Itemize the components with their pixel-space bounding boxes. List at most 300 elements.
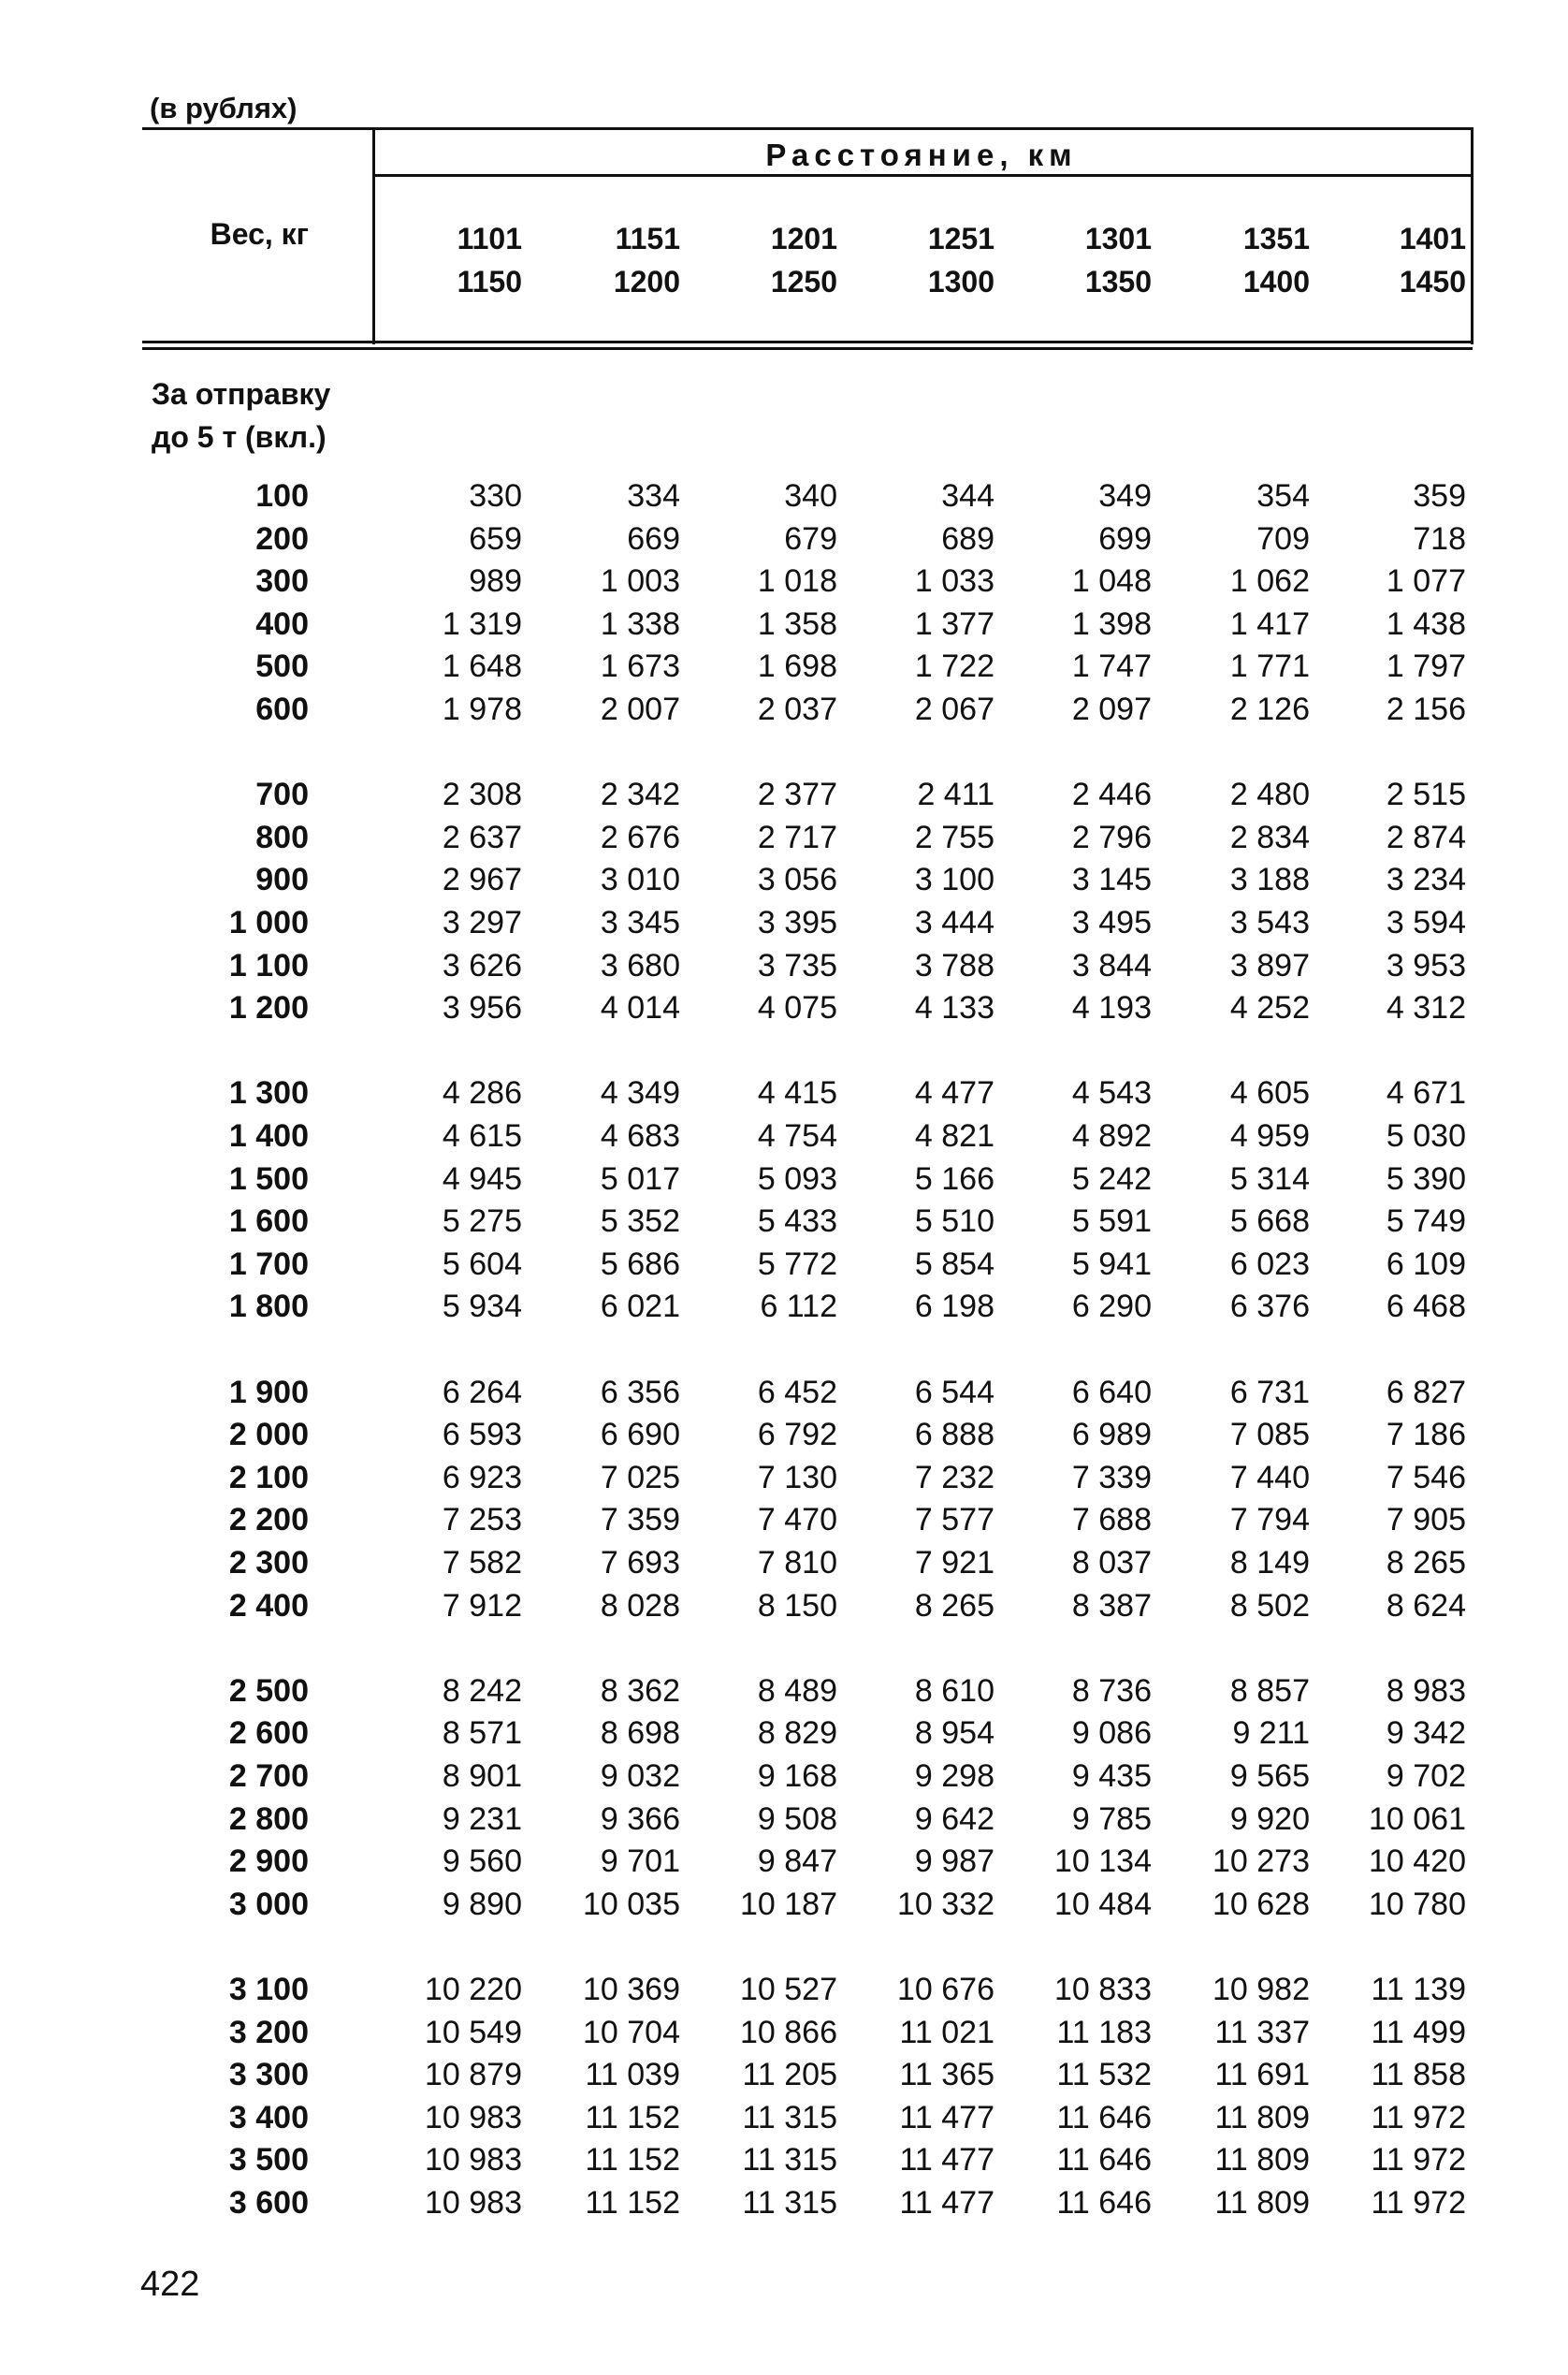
tariff-cell: 340 [784,478,837,514]
distance-column-header [530,217,680,303]
tariff-cell: 2 717 [757,820,837,855]
tariff-cell: 330 [469,478,522,514]
tariff-cell: 6 640 [1071,1375,1152,1410]
weight-cell: 500 [255,648,309,684]
tariff-cell: 1 698 [757,648,837,684]
tariff-cell: 6 023 [1229,1246,1310,1282]
tariff-cell: 7 577 [914,1502,995,1537]
tariff-cell: 5 772 [757,1246,837,1282]
tariff-cell: 4 543 [1071,1075,1152,1111]
distance-from: 1301 [1084,222,1152,255]
tariff-cell: 2 308 [442,777,522,812]
tariff-cell: 10 527 [740,1972,837,2007]
weight-cell: 1 500 [228,1161,309,1197]
tariff-cell: 1 797 [1386,648,1466,684]
tariff-cell: 10 704 [583,2015,680,2050]
tariff-cell: 3 788 [914,948,995,984]
tariff-cell: 8 362 [600,1673,680,1709]
tariff-cell: 2 377 [757,777,837,812]
tariff-cell: 3 234 [1386,862,1466,897]
tariff-cell: 5 093 [757,1161,837,1197]
tariff-cell: 5 604 [442,1246,522,1282]
tariff-cell: 11 021 [899,2015,995,2050]
tariff-cell: 7 921 [914,1545,995,1581]
tariff-cell: 7 359 [600,1502,680,1537]
tariff-cell: 2 007 [600,692,680,727]
table-row [0,518,1568,561]
tariff-cell: 718 [1413,521,1466,557]
tariff-cell: 1 978 [442,692,522,727]
section-label [152,372,330,459]
tariff-cell: 9 701 [600,1843,680,1879]
section-label-line2: до 5 т (вкл.) [152,420,327,454]
tariff-cell: 8 983 [1386,1673,1466,1709]
tariff-cell: 3 956 [442,990,522,1026]
tariff-cell: 6 690 [600,1417,680,1452]
tariff-cell: 359 [1413,478,1466,514]
tariff-cell: 9 298 [914,1758,995,1794]
tariff-cell: 8 698 [600,1715,680,1751]
tariff-cell: 9 231 [442,1801,522,1837]
table-row [0,1244,1568,1286]
tariff-cell: 4 133 [914,990,995,1026]
page-number: 422 [140,2265,200,2304]
tariff-cell: 3 188 [1229,862,1310,897]
tariff-cell: 11 365 [899,2057,995,2092]
tariff-cell: 11 315 [742,2142,837,2178]
tariff-cell: 669 [627,521,680,557]
tariff-cell: 5 275 [442,1203,522,1239]
tariff-cell: 5 352 [600,1203,680,1239]
tariff-cell: 6 888 [914,1417,995,1452]
tariff-cell: 10 273 [1212,1843,1310,1879]
weight-cell: 2 800 [228,1801,309,1837]
tariff-cell: 4 349 [600,1075,680,1111]
tariff-cell: 9 642 [914,1801,995,1837]
tariff-cell: 9 211 [1232,1715,1310,1751]
tariff-cell: 11 972 [1371,2100,1466,2135]
distance-column-header [372,217,522,303]
tariff-cell: 5 854 [914,1246,995,1282]
tariff-cell: 989 [469,563,522,599]
tariff-cell: 9 987 [914,1843,995,1879]
tariff-cell: 6 112 [760,1289,837,1324]
header-bottom-rule-double [142,347,1473,350]
tariff-cell: 10 983 [425,2142,522,2178]
tariff-cell: 8 265 [914,1588,995,1624]
tariff-cell: 4 754 [757,1118,837,1154]
table-row [0,1841,1568,1883]
tariff-cell: 5 591 [1071,1203,1152,1239]
tariff-cell: 11 499 [1371,2015,1466,2050]
weight-cell: 700 [255,777,309,812]
tariff-cell: 11 477 [899,2100,995,2135]
tariff-cell: 3 626 [442,948,522,984]
tariff-cell: 8 028 [600,1588,680,1624]
table-row [0,1969,1568,2011]
table-row [0,1756,1568,1798]
table-row [0,2012,1568,2054]
tariff-cell: 8 901 [442,1758,522,1794]
table-row [0,1670,1568,1712]
tariff-cell: 1 358 [757,606,837,642]
tariff-cell: 11 809 [1214,2185,1310,2221]
weight-cell: 2 100 [228,1460,309,1495]
tariff-cell: 1 377 [914,606,995,642]
tariff-cell: 10 187 [740,1887,837,1922]
tariff-cell: 4 193 [1071,990,1152,1026]
tariff-cell: 7 905 [1386,1502,1466,1537]
distance-header: Расстояние, км [765,138,1078,172]
weight-cell: 3 000 [228,1887,309,1922]
tariff-cell: 3 897 [1229,948,1310,984]
tariff-cell: 11 646 [1056,2100,1152,2135]
weight-cell: 2 600 [228,1715,309,1751]
tariff-cell: 9 785 [1071,1801,1152,1837]
tariff-cell: 11 315 [742,2185,837,2221]
distance-to: 1150 [457,265,522,299]
tariff-cell: 10 369 [583,1972,680,2007]
distance-from: 1401 [1399,222,1466,255]
weight-cell: 2 900 [228,1843,309,1879]
tariff-cell: 11 152 [585,2142,680,2178]
table-row [0,817,1568,859]
tariff-cell: 9 890 [442,1887,522,1922]
tariff-cell: 8 387 [1071,1588,1152,1624]
distance-to: 1400 [1242,265,1310,299]
tariff-cell: 4 945 [442,1161,522,1197]
tariff-cell: 3 735 [757,948,837,984]
header-bottom-rule [142,341,1473,343]
tariff-cell: 7 693 [600,1545,680,1581]
tariff-cell: 8 954 [914,1715,995,1751]
tariff-cell: 334 [627,478,680,514]
tariff-cell: 4 252 [1229,990,1310,1026]
tariff-cell: 5 941 [1071,1246,1152,1282]
tariff-cell: 10 676 [897,1972,995,2007]
tariff-cell: 9 508 [757,1801,837,1837]
distance-column-header [1316,217,1466,303]
weight-cell: 1 000 [228,905,309,940]
tariff-cell: 3 395 [757,905,837,940]
tariff-cell: 1 722 [914,648,995,684]
tariff-cell: 1 771 [1229,648,1310,684]
tariff-cell: 8 624 [1386,1588,1466,1624]
weight-cell: 3 200 [228,2015,309,2050]
distance-from: 1251 [927,222,995,255]
tariff-cell: 3 680 [600,948,680,984]
table-row [0,987,1568,1029]
tariff-cell: 11 972 [1371,2142,1466,2178]
weight-cell: 2 500 [228,1673,309,1709]
table-row [0,774,1568,816]
tariff-cell: 9 560 [442,1843,522,1879]
table-row [0,859,1568,901]
tariff-cell: 7 085 [1229,1417,1310,1452]
tariff-cell: 3 594 [1386,905,1466,940]
table-row [0,1372,1568,1414]
tariff-cell: 5 314 [1229,1161,1310,1197]
table-row [0,561,1568,603]
tariff-cell: 3 056 [757,862,837,897]
tariff-cell: 6 264 [442,1375,522,1410]
weight-cell: 2 000 [228,1417,309,1452]
table-row [0,1158,1568,1201]
tariff-cell: 3 543 [1229,905,1310,940]
tariff-cell: 8 571 [442,1715,522,1751]
tariff-cell: 6 021 [600,1289,680,1324]
tariff-cell: 11 183 [1056,2015,1152,2050]
weight-cell: 1 100 [228,948,309,984]
tariff-cell: 4 671 [1386,1075,1466,1111]
tariff-cell: 8 857 [1229,1673,1310,1709]
tariff-cell: 354 [1256,478,1310,514]
weight-cell: 1 300 [228,1075,309,1111]
tariff-cell: 10 982 [1212,1972,1310,2007]
tariff-cell: 11 691 [1214,2057,1310,2092]
tariff-cell: 4 615 [442,1118,522,1154]
tariff-cell: 2 874 [1386,820,1466,855]
table-row [0,1499,1568,1541]
weight-cell: 2 300 [228,1545,309,1581]
table-row [0,902,1568,944]
tariff-cell: 3 145 [1071,862,1152,897]
distance-to: 1200 [613,265,680,299]
tariff-cell: 2 067 [914,692,995,727]
tariff-cell: 11 337 [1214,2015,1310,2050]
table-right-border [1471,127,1474,344]
table-row [0,1884,1568,1926]
distance-from: 1201 [770,222,837,255]
distance-to: 1300 [927,265,995,299]
table-row [0,604,1568,646]
tariff-cell: 2 156 [1386,692,1466,727]
tariff-cell: 7 912 [442,1588,522,1624]
tariff-cell: 7 810 [757,1545,837,1581]
tariff-cell: 1 018 [757,563,837,599]
distance-to: 1350 [1084,265,1152,299]
tariff-cell: 6 593 [442,1417,522,1452]
tariff-cell: 699 [1098,521,1152,557]
tariff-cell: 9 086 [1071,1715,1152,1751]
tariff-cell: 11 315 [742,2100,837,2135]
tariff-cell: 679 [784,521,837,557]
tariff-cell: 11 152 [585,2100,680,2135]
tariff-cell: 349 [1098,478,1152,514]
tariff-cell: 8 265 [1386,1545,1466,1581]
tariff-cell: 6 198 [914,1289,995,1324]
tariff-cell: 8 242 [442,1673,522,1709]
weight-cell: 100 [255,478,309,514]
tariff-cell: 1 077 [1386,563,1466,599]
table-row [0,2139,1568,2181]
tariff-cell: 6 923 [442,1460,522,1495]
tariff-cell: 4 014 [600,990,680,1026]
weight-cell: 3 600 [228,2185,309,2221]
weight-cell: 1 900 [228,1375,309,1410]
tariff-cell: 2 037 [757,692,837,727]
tariff-cell: 1 062 [1229,563,1310,599]
tariff-cell: 6 109 [1386,1246,1466,1282]
distance-from: 1101 [457,222,522,255]
tariff-cell: 10 628 [1212,1887,1310,1922]
table-row [0,1072,1568,1115]
weight-cell: 300 [255,563,309,599]
tariff-cell: 11 972 [1371,2185,1466,2221]
tariff-cell: 3 100 [914,862,995,897]
table-row [0,1542,1568,1584]
tariff-cell: 5 030 [1386,1118,1466,1154]
tariff-cell: 5 017 [600,1161,680,1197]
tariff-cell: 10 983 [425,2100,522,2135]
weight-cell: 1 400 [228,1118,309,1154]
tariff-cell: 11 477 [899,2185,995,2221]
distance-from: 1351 [1242,222,1310,255]
table-row [0,1712,1568,1755]
tariff-cell: 1 438 [1386,606,1466,642]
tariff-cell: 2 755 [914,820,995,855]
tariff-cell: 1 003 [600,563,680,599]
distance-column-header [1160,217,1310,303]
section-label-line1: За отправку [152,377,331,411]
tariff-cell: 1 673 [600,648,680,684]
tariff-cell: 7 232 [914,1460,995,1495]
tariff-cell: 6 376 [1229,1289,1310,1324]
tariff-cell: 2 967 [442,862,522,897]
weight-cell: 1 200 [228,990,309,1026]
tariff-cell: 8 610 [914,1673,995,1709]
weight-cell: 2 200 [228,1502,309,1537]
table-row [0,1414,1568,1456]
distance-to: 1450 [1399,265,1466,299]
distance-column-header [845,217,995,303]
tariff-cell: 2 126 [1229,692,1310,727]
tariff-cell: 10 061 [1369,1801,1466,1837]
weight-cell: 1 800 [228,1289,309,1324]
tariff-cell: 6 356 [600,1375,680,1410]
tariff-cell: 3 844 [1071,948,1152,984]
tariff-cell: 10 866 [740,2015,837,2050]
tariff-cell: 3 010 [600,862,680,897]
tariff-cell: 8 149 [1229,1545,1310,1581]
tariff-cell: 1 417 [1229,606,1310,642]
tariff-cell: 6 792 [757,1417,837,1452]
weight-cell: 800 [255,820,309,855]
tariff-cell: 2 446 [1071,777,1152,812]
tariff-cell: 10 780 [1369,1887,1466,1922]
tariff-cell: 11 646 [1056,2142,1152,2178]
tariff-cell: 11 477 [899,2142,995,2178]
tariff-cell: 5 242 [1071,1161,1152,1197]
tariff-cell: 10 035 [583,1887,680,1922]
table-row [0,1115,1568,1158]
tariff-cell: 2 097 [1071,692,1152,727]
table-row [0,2097,1568,2139]
tariff-cell: 11 532 [1056,2057,1152,2092]
tariff-cell: 11 152 [585,2185,680,2221]
tariff-cell: 7 794 [1229,1502,1310,1537]
tariff-cell: 9 342 [1386,1715,1466,1751]
table-row [0,1286,1568,1328]
table-row [0,475,1568,517]
tariff-cell: 9 435 [1071,1758,1152,1794]
table-row [0,1201,1568,1243]
distance-column-header [1002,217,1152,303]
distance-column-header [688,217,837,303]
tariff-cell: 6 452 [757,1375,837,1410]
tariff-cell: 659 [469,521,522,557]
tariff-cell: 9 366 [600,1801,680,1837]
tariff-cell: 2 637 [442,820,522,855]
table-row [0,2182,1568,2224]
tariff-cell: 5 749 [1386,1203,1466,1239]
weight-cell: 1 600 [228,1203,309,1239]
tariff-cell: 10 134 [1054,1843,1152,1879]
tariff-cell: 5 433 [757,1203,837,1239]
tariff-cell: 8 829 [757,1715,837,1751]
tariff-cell: 7 688 [1071,1502,1152,1537]
tariff-cell: 3 297 [442,905,522,940]
tariff-cell: 689 [941,521,995,557]
weight-cell: 400 [255,606,309,642]
tariff-cell: 2 796 [1071,820,1152,855]
tariff-cell: 4 683 [600,1118,680,1154]
tariff-cell: 11 809 [1214,2100,1310,2135]
tariff-cell: 6 544 [914,1375,995,1410]
tariff-cell: 7 253 [442,1502,522,1537]
tariff-cell: 2 676 [600,820,680,855]
tariff-cell: 7 470 [757,1502,837,1537]
tariff-cell: 4 312 [1386,990,1466,1026]
tariff-cell: 2 411 [917,777,995,812]
tariff-cell: 3 345 [600,905,680,940]
weight-cell: 1 700 [228,1246,309,1282]
tariff-cell: 3 953 [1386,948,1466,984]
tariff-cell: 4 892 [1071,1118,1152,1154]
table-row [0,1457,1568,1499]
tariff-cell: 9 032 [600,1758,680,1794]
tariff-cell: 344 [941,478,995,514]
tariff-cell: 6 989 [1071,1417,1152,1452]
tariff-cell: 10 983 [425,2185,522,2221]
weight-cell: 600 [255,692,309,727]
weight-header: Вес, кг [210,217,309,251]
tariff-cell: 7 440 [1229,1460,1310,1495]
tariff-cell: 5 510 [914,1203,995,1239]
tariff-cell: 4 821 [914,1118,995,1154]
tariff-cell: 10 220 [425,1972,522,2007]
tariff-cell: 7 582 [442,1545,522,1581]
tariff-cell: 1 033 [914,563,995,599]
tariff-cell: 11 646 [1056,2185,1152,2221]
tariff-cell: 1 338 [600,606,680,642]
tariff-cell: 11 809 [1214,2142,1310,2178]
tariff-cell: 3 444 [914,905,995,940]
tariff-cell: 3 495 [1071,905,1152,940]
tariff-cell: 1 319 [442,606,522,642]
tariff-cell: 10 549 [425,2015,522,2050]
table-row [0,1799,1568,1841]
tariff-cell: 9 702 [1386,1758,1466,1794]
tariff-cell: 709 [1256,521,1310,557]
weight-cell: 3 100 [228,1972,309,2007]
tariff-cell: 4 477 [914,1075,995,1111]
tariff-cell: 2 834 [1229,820,1310,855]
tariff-cell: 2 480 [1229,777,1310,812]
tariff-cell: 7 130 [757,1460,837,1495]
tariff-cell: 8 489 [757,1673,837,1709]
tariff-cell: 6 827 [1386,1375,1466,1410]
